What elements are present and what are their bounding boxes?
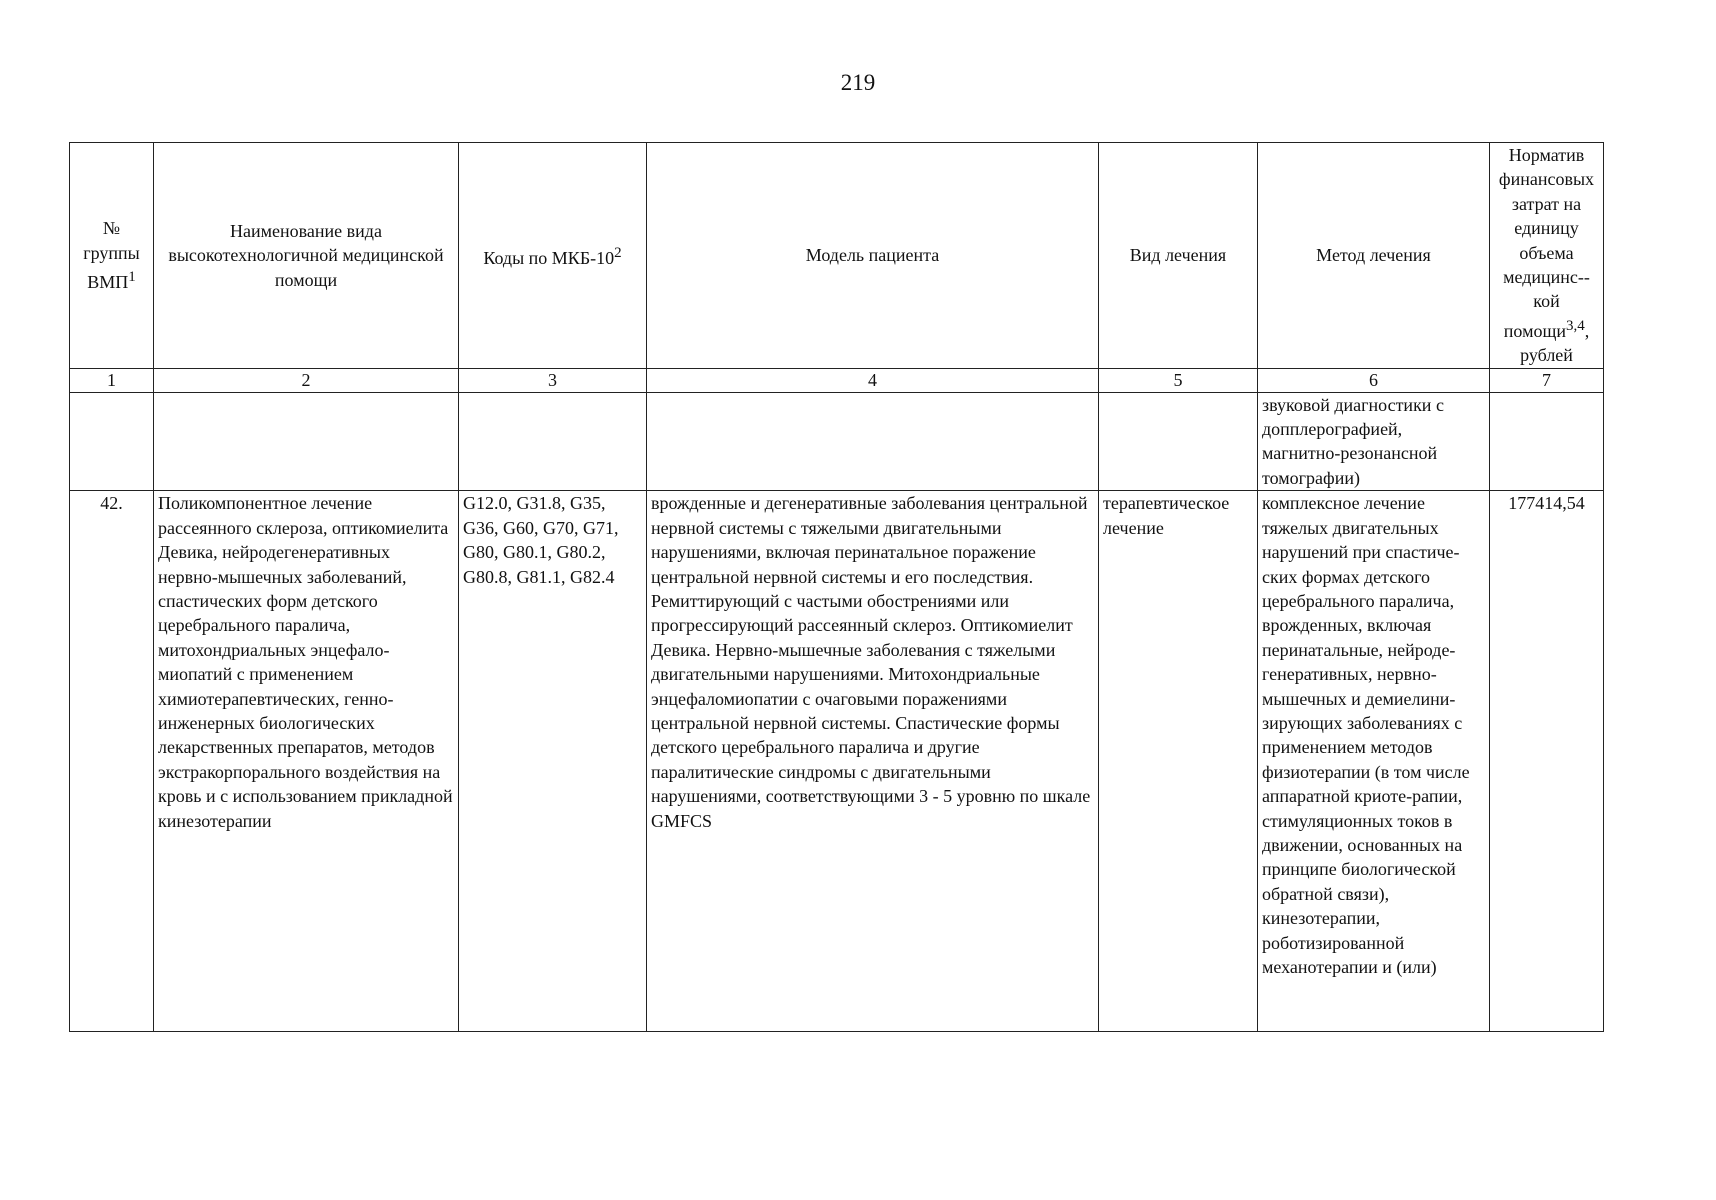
vmp-table (69, 142, 1604, 1032)
header-patient-model: Модель пациента (647, 143, 1099, 369)
header-treatment-type: Вид лечения (1099, 143, 1258, 369)
treatment-type-cell: терапевтическое лечение (1099, 491, 1258, 1032)
empty-cell (647, 392, 1099, 491)
column-number: 7 (1490, 368, 1604, 392)
treatment-method-cell: комплексное лечение тяжелых двигательных нарушений при спастиче-ских формах детского церебрального паралича, врожденных, включая перинатальные, нейроде-генеративных, нервно-мышечных и демиелини-зирующих заболеваниях с применением методов физиотерапии (в том числе аппаратной криоте-рапии, стимуляционных токов в движении, основанных на принципе биологической обратной связи), кинезотерапии, роботизированной механотерапии и (или) (1258, 491, 1490, 1032)
table-header-row (70, 143, 1604, 369)
continuation-method-cell: звуковой диагностики с допплерографией, магнитно-резонансной томографии) (1258, 392, 1490, 491)
column-number: 4 (647, 368, 1099, 392)
column-number: 3 (459, 368, 647, 392)
patient-model-cell: врожденные и дегенеративные заболевания центральной нервной системы с тяжелыми двигательными нарушениями, включая перинатальное поражение центральной нервной системы и его последствия. Ремиттирующий с частыми обострениями или прогрессирующий рассеянный склероз. Оптикомиелит Девика. Нервно-мышечные заболевания с тяжелыми двигательными нарушениями. Митохондриальные энцефаломиопатии с очаговыми поражениями центральной нервной системы. Спастические формы детского церебрального паралича и другие паралитические синдромы с двигательными нарушениями, соответствующими 3 - 5 уровню по шкале GMFCS (647, 491, 1099, 1032)
empty-cell (459, 392, 647, 491)
column-number-row (70, 368, 1604, 392)
column-number: 2 (154, 368, 459, 392)
empty-cell (70, 392, 154, 491)
page-number: 219 (840, 70, 876, 95)
header-icd-codes: Коды по МКБ-$10^2$ (459, 143, 647, 369)
column-number: 5 (1099, 368, 1258, 392)
header-group-number: № группы ВМП$^1$ (70, 143, 154, 369)
cost-norm-cell: 177414,54 (1490, 491, 1604, 1032)
care-type-name-cell: Поликомпонентное лечение рассеянного склероза, оптикомиелита Девика, нейродегенеративных нервно-мышечных заболеваний, спастических форм детского церебрального паралича, митохондриальных энцефало-миопатий с применением химиотерапевтических, генно-инженерных биологических лекарственных препаратов, методов экстракорпорального воздействия на кровь и с использованием прикладной кинезотерапии (154, 491, 459, 1032)
empty-cell (154, 392, 459, 491)
table-row (70, 491, 1604, 1032)
header-care-type-name: Наименование вида высокотехнологичной медицинской помощи (154, 143, 459, 369)
group-number-cell: 42. (70, 491, 154, 1032)
empty-cell (1490, 392, 1604, 491)
header-cost-norm: Норматив финансовых затрат на единицу объема медицинс-- кой помощи$^{3,4}$, рублей (1490, 143, 1604, 369)
column-number: 1 (70, 368, 154, 392)
column-number: 6 (1258, 368, 1490, 392)
icd-codes-cell: G12.0, G31.8, G35, G36, G60, G70, G71, G80, G80.1, G80.2, G80.8, G81.1, G82.4 (459, 491, 647, 1032)
header-treatment-method: Метод лечения (1258, 143, 1490, 369)
empty-cell (1099, 392, 1258, 491)
continuation-row (70, 392, 1604, 491)
